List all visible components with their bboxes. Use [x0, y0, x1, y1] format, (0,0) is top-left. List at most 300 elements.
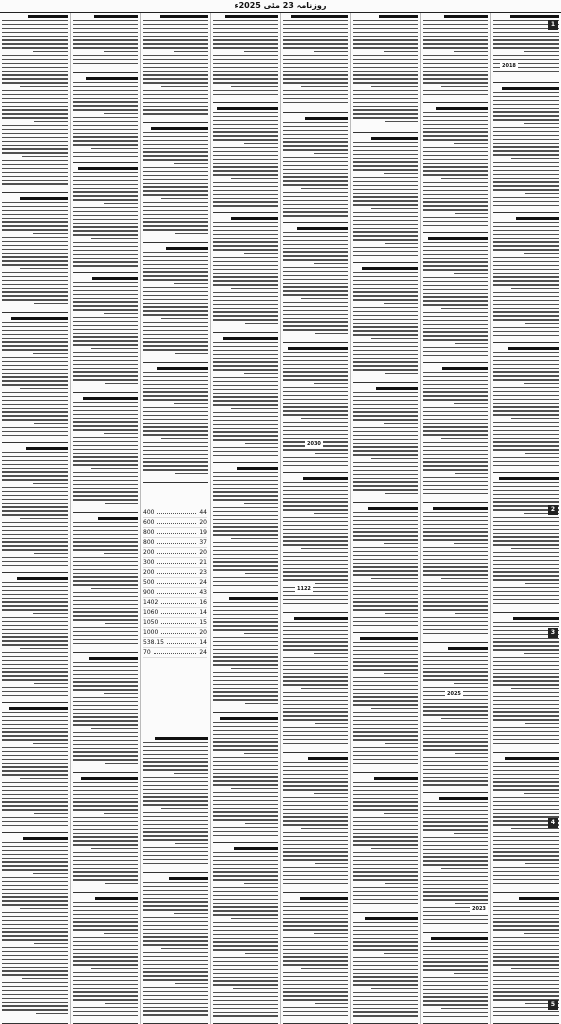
table-cell-label — [157, 528, 196, 534]
text-line — [245, 323, 278, 324]
text-line — [143, 341, 208, 342]
text-line — [441, 86, 488, 87]
text-line — [2, 106, 68, 107]
text-line — [423, 1012, 488, 1013]
text-line — [423, 493, 488, 494]
text-line — [73, 333, 138, 334]
article-headline — [169, 877, 208, 880]
text-line — [493, 178, 559, 179]
text-line — [315, 1003, 348, 1004]
text-line — [283, 552, 348, 553]
text-line — [174, 913, 208, 914]
text-line — [353, 825, 418, 826]
text-line — [2, 809, 68, 810]
text-line — [143, 113, 208, 114]
text-line — [143, 102, 208, 103]
text-line — [143, 909, 208, 910]
text-line — [231, 408, 278, 409]
text-line — [2, 712, 68, 713]
text-line — [213, 992, 278, 993]
text-line — [423, 407, 488, 408]
table-cell-qty: 21 — [199, 559, 207, 566]
text-line — [493, 762, 559, 763]
text-line — [213, 369, 278, 370]
text-line — [423, 112, 488, 113]
text-line — [213, 78, 278, 79]
text-line — [511, 828, 559, 829]
text-line — [2, 675, 68, 676]
text-line — [423, 547, 488, 548]
text-line — [353, 330, 418, 331]
text-line — [283, 929, 348, 930]
text-line — [143, 310, 208, 311]
text-line — [423, 20, 488, 21]
text-line — [283, 232, 348, 233]
text-line — [493, 249, 559, 250]
text-line — [353, 786, 418, 787]
text-line — [143, 434, 208, 435]
text-line — [283, 208, 348, 209]
article-headline — [436, 107, 488, 110]
text-line — [423, 376, 488, 377]
text-line — [73, 945, 138, 946]
article-divider — [493, 752, 559, 753]
text-line — [511, 288, 559, 289]
text-line — [143, 839, 208, 840]
text-line — [33, 233, 68, 234]
text-line — [353, 728, 418, 729]
text-line — [283, 529, 348, 530]
text-line — [423, 461, 488, 462]
text-line — [283, 820, 348, 821]
text-line — [213, 166, 278, 167]
text-line — [353, 466, 418, 467]
table-cell-qty: 20 — [199, 629, 207, 636]
text-line — [213, 269, 278, 270]
text-line — [353, 78, 418, 79]
text-line — [2, 1009, 68, 1010]
text-line — [34, 303, 68, 304]
text-line — [423, 946, 488, 947]
text-line — [2, 396, 68, 397]
text-line — [213, 856, 278, 857]
text-line — [213, 780, 278, 781]
text-line — [423, 411, 488, 412]
text-line — [213, 245, 278, 246]
text-line — [493, 406, 559, 407]
text-line — [213, 680, 278, 681]
text-line — [213, 147, 278, 148]
text-line — [143, 905, 208, 906]
text-line — [493, 422, 559, 423]
text-line — [423, 891, 488, 892]
text-line — [73, 265, 138, 266]
text-line — [73, 226, 138, 227]
text-line — [314, 793, 348, 794]
article-block — [73, 396, 138, 512]
text-line — [493, 441, 559, 442]
text-line — [493, 801, 559, 802]
text-line — [73, 219, 138, 220]
text-line — [213, 949, 278, 950]
text-line — [283, 544, 348, 545]
text-line — [213, 455, 278, 456]
article-headline — [231, 217, 278, 220]
text-line — [104, 933, 138, 934]
text-line — [423, 481, 488, 482]
text-line — [283, 785, 348, 786]
text-line — [2, 338, 68, 339]
text-line — [423, 516, 488, 517]
text-line — [493, 743, 559, 744]
text-line — [2, 959, 68, 960]
text-line — [213, 412, 278, 413]
text-line — [493, 189, 559, 190]
text-line — [213, 808, 278, 809]
text-line — [283, 310, 348, 311]
text-line — [423, 250, 488, 251]
text-line — [73, 925, 138, 926]
text-line — [174, 163, 208, 164]
text-line — [143, 384, 208, 385]
text-line — [454, 833, 488, 834]
text-line — [213, 565, 278, 566]
text-line — [353, 396, 418, 397]
text-line — [511, 968, 559, 969]
text-line — [213, 385, 278, 386]
article-divider — [73, 72, 138, 73]
text-line — [423, 989, 488, 990]
text-line — [2, 148, 68, 149]
text-line — [213, 488, 278, 489]
text-line — [353, 185, 418, 186]
text-line — [353, 844, 418, 845]
text-line — [283, 236, 348, 237]
text-line — [283, 813, 348, 814]
text-line — [423, 434, 488, 435]
article-divider — [353, 262, 418, 263]
text-line — [143, 465, 208, 466]
text-line — [283, 995, 348, 996]
text-line — [423, 512, 488, 513]
article-headline — [237, 467, 278, 470]
text-line — [423, 351, 488, 352]
text-line — [353, 555, 418, 556]
text-line — [2, 479, 68, 480]
text-line — [353, 605, 418, 606]
text-line — [493, 568, 559, 569]
text-line — [2, 183, 68, 184]
article-block — [73, 76, 138, 162]
text-line — [2, 345, 68, 346]
text-line — [441, 578, 488, 579]
text-line — [73, 418, 138, 419]
text-line — [314, 513, 348, 514]
text-line — [213, 852, 278, 853]
section-number-tag: 4 — [548, 818, 558, 828]
text-line — [353, 535, 418, 536]
text-line — [73, 499, 138, 500]
text-line — [423, 566, 488, 567]
text-line — [423, 217, 488, 218]
text-line — [73, 63, 138, 64]
text-line — [353, 212, 418, 213]
text-line — [73, 152, 138, 153]
text-line — [283, 704, 348, 705]
table-cell-label — [157, 558, 196, 564]
text-line — [423, 961, 488, 962]
text-line — [73, 580, 138, 581]
table-cell-value: 500 — [143, 579, 155, 586]
text-line — [353, 594, 418, 595]
text-line — [213, 416, 278, 417]
text-line — [2, 43, 68, 44]
text-line — [143, 303, 208, 304]
text-line — [353, 165, 418, 166]
text-line — [423, 395, 488, 396]
text-line — [283, 727, 348, 728]
text-line — [2, 113, 68, 114]
text-line — [353, 311, 418, 312]
text-line — [493, 395, 559, 396]
article-block — [493, 346, 559, 472]
article-headline — [92, 277, 138, 280]
table-cell-value: 800 — [143, 529, 155, 536]
text-line — [493, 143, 559, 144]
text-line — [213, 629, 278, 630]
text-line — [283, 696, 348, 697]
text-line — [2, 735, 68, 736]
text-line — [2, 640, 68, 641]
text-line — [213, 377, 278, 378]
text-line — [73, 441, 138, 442]
text-line — [353, 609, 418, 610]
text-line — [423, 281, 488, 282]
text-line — [213, 776, 278, 777]
inline-year: 2030 — [307, 441, 321, 447]
text-line — [423, 355, 488, 356]
text-line — [353, 446, 418, 447]
text-line — [2, 912, 68, 913]
text-line — [2, 404, 68, 405]
text-line — [455, 343, 488, 344]
text-line — [353, 450, 418, 451]
text-line — [283, 964, 348, 965]
text-line — [2, 256, 68, 257]
text-line — [213, 965, 278, 966]
text-line — [213, 447, 278, 448]
text-line — [245, 443, 278, 444]
text-line — [423, 888, 488, 889]
text-line — [143, 268, 208, 269]
text-line — [493, 166, 559, 167]
text-line — [423, 242, 488, 243]
text-line — [353, 891, 418, 892]
text-line — [2, 629, 68, 630]
text-line — [2, 526, 68, 527]
text-line — [283, 244, 348, 245]
text-line — [384, 673, 418, 674]
text-line — [353, 512, 418, 513]
text-line — [283, 438, 348, 439]
article-block — [143, 14, 208, 120]
text-line — [73, 701, 138, 702]
text-line — [371, 338, 418, 339]
text-line — [175, 353, 208, 354]
text-line — [143, 855, 208, 856]
text-line — [2, 668, 68, 669]
text-line — [283, 801, 348, 802]
text-line — [423, 810, 488, 811]
text-line — [2, 889, 68, 890]
text-line — [493, 781, 559, 782]
article-divider — [213, 712, 278, 713]
article-block — [423, 236, 488, 362]
text-line — [2, 229, 68, 230]
text-line — [384, 813, 418, 814]
text-line — [143, 264, 208, 265]
text-line — [314, 933, 348, 934]
text-line — [353, 677, 418, 678]
table-cell-qty: 24 — [199, 649, 207, 656]
text-line — [283, 395, 348, 396]
article-divider — [73, 652, 138, 653]
text-line — [353, 251, 418, 252]
article-block — [423, 936, 488, 1023]
text-line — [493, 181, 559, 182]
text-line — [283, 564, 348, 565]
text-line — [91, 968, 138, 969]
text-line — [493, 910, 559, 911]
inline-year: 2025 — [447, 691, 461, 697]
text-line — [283, 770, 348, 771]
text-line — [73, 910, 138, 911]
text-line — [423, 845, 488, 846]
text-line — [493, 859, 559, 860]
article-divider — [353, 382, 418, 383]
text-line — [73, 530, 138, 531]
text-line — [143, 991, 208, 992]
text-line — [423, 430, 488, 431]
article-divider — [423, 792, 488, 793]
text-line — [213, 424, 278, 425]
text-line — [283, 387, 348, 388]
text-line — [73, 929, 138, 930]
text-line — [283, 130, 348, 131]
text-line — [213, 32, 278, 33]
text-line — [73, 410, 138, 411]
article-headline — [95, 897, 138, 900]
text-line — [73, 732, 138, 733]
text-line — [73, 685, 138, 686]
text-line — [73, 631, 138, 632]
text-line — [73, 136, 138, 137]
text-line — [244, 51, 278, 52]
text-line — [493, 490, 559, 491]
text-line — [73, 871, 138, 872]
text-line — [73, 953, 138, 954]
text-line — [2, 939, 68, 940]
text-line — [283, 972, 348, 973]
text-line — [283, 71, 348, 72]
text-line — [353, 224, 418, 225]
text-line — [73, 476, 138, 477]
text-line — [423, 621, 488, 622]
text-line — [20, 268, 68, 269]
text-line — [143, 882, 208, 883]
text-line — [2, 982, 68, 983]
text-line — [104, 693, 138, 694]
table-cell-value: 400 — [143, 509, 155, 516]
text-line — [73, 805, 138, 806]
text-line — [315, 863, 348, 864]
text-line — [105, 503, 138, 504]
text-line — [423, 601, 488, 602]
text-line — [2, 931, 68, 932]
text-line — [493, 494, 559, 495]
text-line — [353, 821, 418, 822]
text-line — [454, 51, 488, 52]
text-line — [423, 660, 488, 661]
text-line — [493, 222, 559, 223]
text-line — [353, 704, 418, 705]
text-line — [2, 896, 68, 897]
text-line — [423, 135, 488, 136]
text-line — [213, 124, 278, 125]
text-line — [353, 693, 418, 694]
text-line — [283, 169, 348, 170]
text-line — [493, 918, 559, 919]
text-line — [493, 300, 559, 301]
text-line — [423, 477, 488, 478]
text-line — [493, 556, 559, 557]
text-line — [423, 339, 488, 340]
text-line — [493, 115, 559, 116]
text-line — [283, 1015, 348, 1016]
text-line — [213, 672, 278, 673]
text-line — [353, 470, 418, 471]
text-line — [493, 599, 559, 600]
text-line — [73, 86, 138, 87]
text-line — [493, 991, 559, 992]
text-line — [314, 383, 348, 384]
text-line — [493, 457, 559, 458]
text-line — [353, 539, 418, 540]
text-line — [493, 665, 559, 666]
text-line — [423, 186, 488, 187]
text-line — [353, 158, 418, 159]
text-line — [213, 819, 278, 820]
text-line — [493, 840, 559, 841]
article-block — [353, 136, 418, 262]
article-divider — [423, 502, 488, 503]
text-line — [33, 743, 68, 744]
text-line — [283, 766, 348, 767]
text-line — [2, 671, 68, 672]
text-line — [353, 976, 418, 977]
text-line — [423, 265, 488, 266]
text-line — [353, 681, 418, 682]
text-line — [423, 39, 488, 40]
text-line — [353, 59, 418, 60]
text-line — [423, 1004, 488, 1005]
text-line — [441, 308, 488, 309]
text-line — [283, 134, 348, 135]
text-line — [423, 950, 488, 951]
table-cell-qty: 44 — [199, 509, 207, 516]
text-line — [213, 439, 278, 440]
text-line — [423, 258, 488, 259]
